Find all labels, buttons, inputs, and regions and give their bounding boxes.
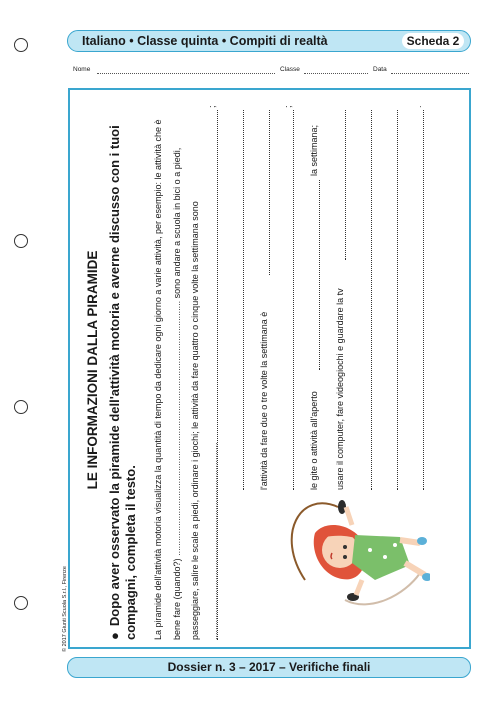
name-field[interactable] [97, 73, 275, 74]
footer-banner [67, 657, 471, 678]
answer-line-2[interactable] [243, 110, 244, 490]
answer-line-1[interactable] [217, 110, 218, 640]
line-4-text: usare il computer, fare videogiochi e guardare la tv [335, 288, 345, 490]
class-label: Classe [280, 66, 300, 73]
binder-hole-1 [14, 38, 28, 52]
date-label: Data [373, 66, 387, 73]
semicolon-1: ; [207, 105, 217, 108]
student-fields [73, 66, 469, 78]
line-2-text: l'attività da fare due o tre volte la settimana è [259, 311, 269, 490]
paragraph-text: La piramide dell'attività motoria visualizza la quantità di tempo da dedicare ogni giorno a varie attività, per esempio: le attività che è bene fare (quando?) ...................................................................................................... sono andare a scuola in bici o a piedi, passeggiare, salire le scale a piedi, ordinare i giochi; le attività da fare quattro o cinque volte la settimana sono ............................................................................... [153, 119, 219, 640]
worksheet-title: LE INFORMAZIONI DALLA PIRAMIDE [85, 250, 100, 490]
header-title: Italiano • Classe quinta • Compiti di realtà [82, 34, 328, 48]
worksheet-tab: Scheda 2 [402, 33, 464, 49]
answer-line-8[interactable] [397, 110, 398, 490]
line-3-end: la settimana; [309, 124, 319, 176]
answer-line-6[interactable] [345, 110, 346, 260]
binder-hole-3 [14, 400, 28, 414]
answer-line-5[interactable] [319, 180, 320, 370]
line-3-text: le gite o attività all'aperto [309, 391, 319, 490]
semicolon-2: ; [283, 105, 293, 108]
instruction [107, 100, 139, 640]
class-field[interactable] [304, 73, 368, 74]
final-period: . [413, 105, 423, 108]
header-banner [67, 30, 471, 52]
binder-hole-2 [14, 234, 28, 248]
bullet-icon: ● [107, 632, 122, 640]
answer-line-3[interactable] [269, 110, 270, 275]
footer-text: Dossier n. 3 – 2017 – Verifiche finali [167, 660, 371, 674]
jump-rope-girl-illustration [280, 495, 430, 610]
date-field[interactable] [391, 73, 469, 74]
instruction-text: Dopo aver osservato la piramide dell'attività motoria e averne discusso con i tuoi compagni, completa il testo. [107, 125, 138, 640]
binder-hole-4 [14, 596, 28, 610]
answer-line-9[interactable] [423, 110, 424, 490]
copyright: © 2017 Giunti Scuola S.r.l., Firenze [62, 566, 68, 652]
name-label: Nome [73, 66, 91, 73]
answer-line-4[interactable] [293, 110, 294, 490]
answer-line-7[interactable] [371, 110, 372, 490]
